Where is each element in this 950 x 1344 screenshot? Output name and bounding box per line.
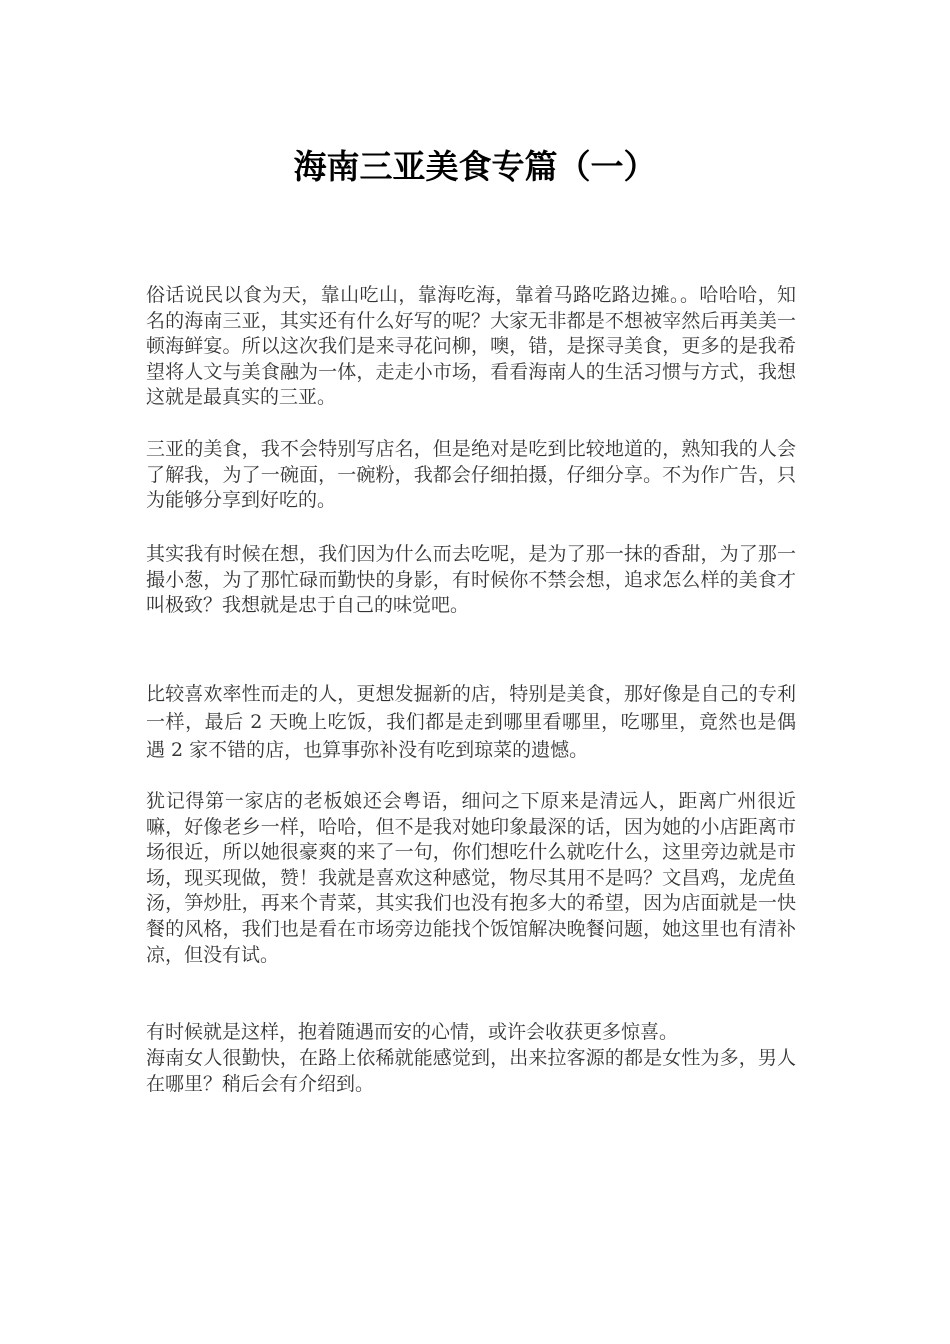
paragraph-why-eat: 其实我有时候在想，我们因为什么而去吃呢，是为了那一抹的香甜，为了那一撮小葱，为了那忙碌而勤快的身影，有时候你不禁会想，追求怎么样的美食才叫极致？我想就是忠于自己的味觉吧。 <box>146 543 796 617</box>
paragraph-new-shops: 比较喜欢率性而走的人，更想发掘新的店，特别是美食，那好像是自己的专利一样，最后 2 天晚上吃饭，我们都是走到哪里看哪里，吃哪里，竟然也是偶遇 2 家不错的店，也算事弥补没有吃到琼菜的遗憾。 <box>146 683 796 761</box>
paragraph-surprise: 有时候就是这样，抱着随遇而安的心情，或许会收获更多惊喜。 <box>146 1021 679 1043</box>
paragraph-intro: 俗话说民以食为天，靠山吃山，靠海吃海，靠着马路吃路边摊。。哈哈哈，知名的海南三亚，其实还有什么好写的呢？大家无非都是不想被宰然后再美美一顿海鲜宴。所以这次我们是来寻花问柳，噢，错，是探寻美食，更多的是我希望将人文与美食融为一体，走走小市场，看看海南人的生活习惯与方式，我想这就是最真实的三亚。 <box>146 284 796 409</box>
paragraph-hainan-women: 海南女人很勤快，在路上依稀就能感觉到，出来拉客源的都是女性为多，男人在哪里？稍后会有介绍到。 <box>146 1047 796 1095</box>
document-title: 海南三亚美食专篇（一） <box>293 147 657 186</box>
paragraph-sanya-food: 三亚的美食，我不会特别写店名，但是绝对是吃到比较地道的，熟知我的人会了解我，为了一碗面，一碗粉，我都会仔细拍摄，仔细分享。不为作广告，只为能够分享到好吃的。 <box>146 438 796 512</box>
paragraph-first-shop: 犹记得第一家店的老板娘还会粤语，细问之下原来是清远人，距离广州很近嘛，好像老乡一样，哈哈，但不是我对她印象最深的话，因为她的小店距离市场很近，所以她很豪爽的来了一句，你们想吃什么就吃什么，这里旁边就是市场，现买现做，赞！我就是喜欢这种感觉，物尽其用不是吗？文昌鸡，龙虎鱼汤，笋炒肚，再来个青菜，其实我们也没有抱多大的希望，因为店面就是一快餐的风格，我们也是看在市场旁边能找个饭馆解决晚餐问题，她这里也有清补凉，但没有试。 <box>146 790 796 966</box>
